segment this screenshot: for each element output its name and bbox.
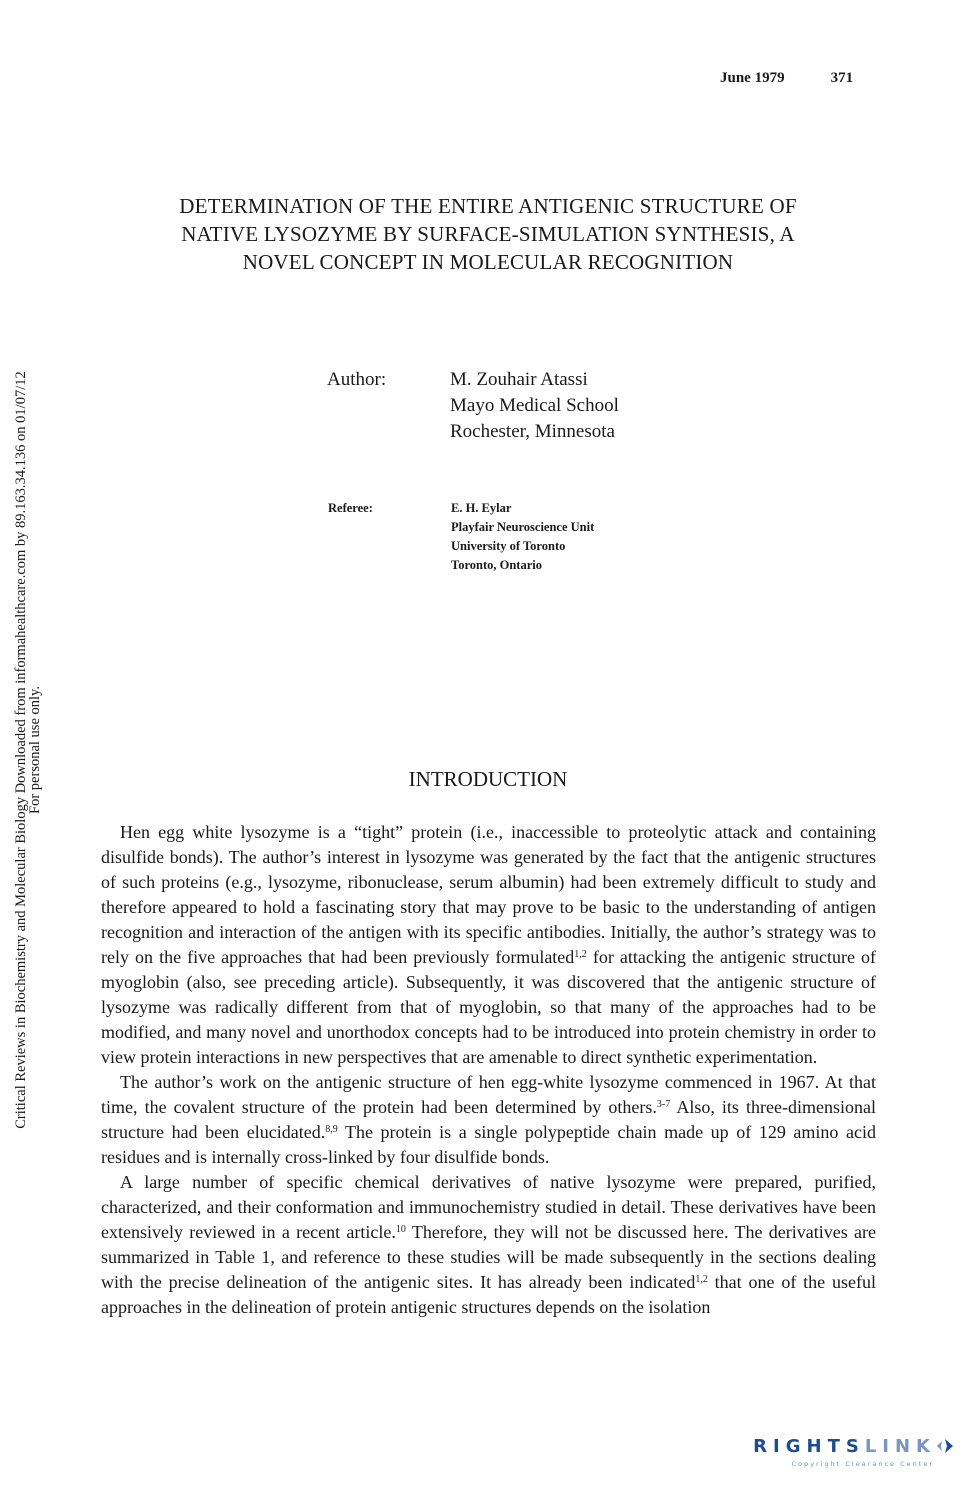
rightslink-arrow-icon: [936, 1438, 954, 1454]
citation: 8,9: [325, 1124, 338, 1135]
paragraph-text: that one of the useful approaches in the delineation of protein antigenic structures depends on the isolation: [101, 1272, 876, 1317]
download-notice-line: For personal use only.: [27, 686, 43, 814]
article-body: [101, 820, 876, 1320]
running-header: [720, 70, 853, 87]
citation: 1,2: [695, 1274, 708, 1285]
citation: 3-7: [656, 1099, 671, 1110]
author-location: Rochester, Minnesota: [450, 421, 615, 442]
paragraph: [101, 1070, 876, 1170]
author-label: Author:: [327, 369, 387, 390]
rightslink-logo-dark: RIGHTS: [753, 1436, 865, 1457]
download-notice: [14, 310, 42, 1190]
section-heading: INTRODUCTION: [408, 767, 568, 791]
referee-name: E. H. Eylar: [451, 501, 512, 515]
issue-date: June 1979: [720, 70, 785, 86]
rightslink-logo-light: LINK: [864, 1436, 936, 1457]
paragraph-text: for attacking the antigenic structure of myoglobin (also, see preceding article). Subsequently, it was discovered that the antigenic structure of lysozyme was radically different from that of myoglobin, so that many of the approaches had to be modified, and many novel and unorthodox concepts had to be introduced into protein chemistry in order to view protein interactions in new perspectives that are amenable to direct synthetic experimentation.: [101, 947, 876, 1067]
paragraph: [101, 1170, 876, 1320]
citation: 1,2: [574, 949, 587, 960]
author-name: M. Zouhair Atassi: [450, 369, 588, 390]
author-info: [450, 367, 619, 445]
paragraph-text: Therefore, they will not be discussed here. The derivatives are summarized in Table 1, and reference to these studies will be made subsequently in the sections dealing with the precise delineation of the antigenic sites. It has already been indicated: [101, 1222, 877, 1292]
rightslink-watermark: [714, 1436, 954, 1476]
title-line: DETERMINATION OF THE ENTIRE ANTIGENIC STRUCTURE OF: [179, 194, 797, 218]
title-line: NOVEL CONCEPT IN MOLECULAR RECOGNITION: [242, 250, 734, 274]
referee-info: [451, 499, 594, 575]
paragraph-text: Also, its three-dimensional structure had been elucidated.: [101, 1097, 876, 1142]
rightslink-logo: [753, 1436, 954, 1457]
paragraph: [101, 820, 876, 1070]
paragraph-text: The author’s work on the antigenic structure of hen egg-white lysozyme commenced in 1967. At that time, the covalent structure of the protein had been determined by others.: [101, 1072, 876, 1117]
referee-institution: University of Toronto: [451, 539, 566, 553]
page-number: 371: [830, 70, 854, 86]
citation: 10: [395, 1224, 406, 1235]
download-notice-line: Critical Reviews in Biochemistry and Molecular Biology Downloaded from informahealthcare.com by 89.163.34.136 on 01/07/12: [13, 371, 29, 1129]
paragraph-text: Hen egg white lysozyme is a “tight” protein (i.e., inaccessible to proteolytic attack and containing disulfide bonds). The author’s interest in lysozyme was generated by the fact that the antigenic structures of such proteins (e.g., lysozyme, ribonuclease, serum albumin) had been extremely difficult to study and therefore appeared to hold a fascinating story that may prove to be basic to the understanding of antigen recognition and interaction of the antigen with its specific antibodies. Initially, the author’s strategy was to rely on the five approaches that had been previously formulated: [101, 822, 876, 967]
paragraph-text: The protein is a single polypeptide chain made up of 129 amino acid residues and is internally cross-linked by four disulfide bonds.: [101, 1122, 877, 1167]
paragraph-text: A large number of specific chemical derivatives of native lysozyme were prepared, purified, characterized, and their conformation and immunochemistry studied in detail. These derivatives have been extensively reviewed in a recent article.: [101, 1172, 876, 1242]
title-line: NATIVE LYSOZYME BY SURFACE-SIMULATION SYNTHESIS, A: [181, 222, 795, 246]
article-title: [100, 192, 876, 276]
author-institution: Mayo Medical School: [450, 395, 619, 416]
referee-location: Toronto, Ontario: [451, 558, 542, 572]
referee-unit: Playfair Neuroscience Unit: [451, 520, 595, 534]
referee-label: Referee:: [328, 501, 373, 515]
rightslink-tagline: Copyright Clearance Center: [791, 1460, 934, 1468]
